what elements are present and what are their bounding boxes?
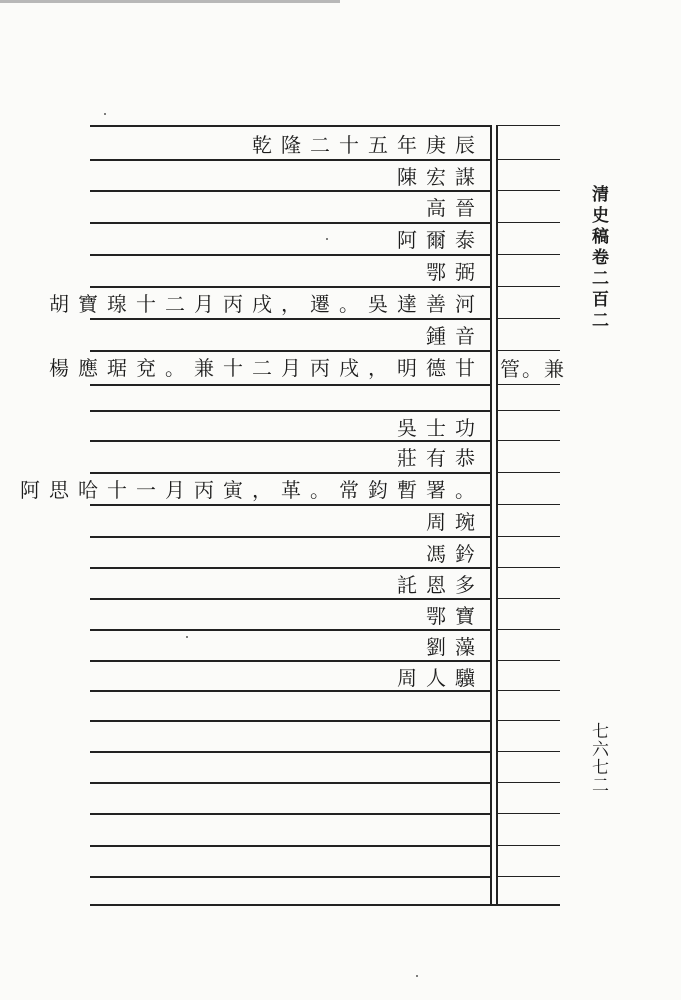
table-row: [90, 319, 492, 350]
row-rule: [90, 845, 492, 847]
row-text: 周琬: [426, 510, 484, 534]
row-rule-col2: [498, 845, 560, 846]
table-row: [90, 661, 492, 692]
row-text: 乾隆二十五年庚辰: [252, 133, 484, 157]
row-text: 楊應琚兗。兼十二月丙戌，明德甘: [49, 356, 484, 380]
row-rule: [90, 720, 492, 722]
row-rule-col2: [498, 254, 560, 255]
row-rule-col2: [498, 536, 560, 537]
row-text: 阿爾泰: [397, 228, 484, 252]
row-rule-col2: [498, 813, 560, 814]
second-column-cell: [500, 352, 566, 383]
row-text: 託恩多: [397, 573, 484, 597]
row-rule: [90, 782, 492, 784]
row-rule-col2: [498, 629, 560, 630]
table-row: [90, 599, 492, 630]
row-rule-col2: [498, 350, 560, 351]
row-rule-col2: [498, 125, 560, 126]
table-row: [90, 160, 492, 191]
row-rule: [90, 751, 492, 753]
row-rule: [90, 876, 492, 878]
row-rule-col2: [498, 660, 560, 661]
row-text: 陳宏謀: [397, 165, 484, 189]
table-row: [90, 411, 492, 442]
row-text: 馮鈐: [426, 542, 484, 566]
table-row: [90, 128, 492, 159]
row-rule-col2: [498, 286, 560, 287]
table-row: [90, 505, 492, 536]
column-rule: [496, 125, 498, 904]
row-rule-col2: [498, 159, 560, 160]
speck: [104, 113, 106, 115]
row-rule-col2: [498, 318, 560, 319]
row-rule-col2: [498, 598, 560, 599]
scan-edge-bar: [0, 0, 340, 3]
row-rule-col2: [498, 384, 560, 385]
speck: [416, 975, 418, 977]
table-row: [90, 223, 492, 254]
table-row: [49, 351, 492, 382]
row-text: 高晉: [426, 196, 484, 220]
speck: [326, 238, 328, 240]
row-text: 吳士功: [397, 416, 484, 440]
table-row: [90, 537, 492, 568]
row-rule-col2: [498, 410, 560, 411]
page-number: 七六七二: [588, 722, 608, 794]
row-rule-col2: [498, 751, 560, 752]
table-row: [90, 568, 492, 599]
row-rule-col2: [498, 472, 560, 473]
row-rule-col2: [498, 876, 560, 877]
row-text: 阿思哈十一月丙寅，革。常鈞暫署。: [20, 478, 484, 502]
row-rule-col2: [498, 222, 560, 223]
row-text: 周人驥: [397, 666, 484, 690]
row-rule-col2: [498, 567, 560, 568]
row-rule-col2: [498, 720, 560, 721]
row-rule: [90, 813, 492, 815]
row-rule-col2: [498, 190, 560, 191]
row-text: 鄂寶: [426, 604, 484, 628]
second-column-text: 管。兼: [500, 357, 566, 381]
row-rule-col2: [498, 504, 560, 505]
row-rule-col2: [498, 782, 560, 783]
row-rule-col2: [498, 690, 560, 691]
row-text: 莊有恭: [397, 446, 484, 470]
speck: [186, 636, 188, 638]
row-text: 鄂弼: [426, 260, 484, 284]
running-head: 清史稿卷二百二: [588, 185, 608, 332]
table-row: [90, 255, 492, 286]
table-row: [20, 473, 492, 504]
table-row: [49, 287, 492, 318]
row-text: 鍾音: [426, 324, 484, 348]
table-row: [90, 441, 492, 472]
table-row: [90, 630, 492, 661]
row-text: 劉藻: [426, 635, 484, 659]
row-rule-col2: [498, 440, 560, 441]
row-rule: [90, 904, 560, 906]
row-text: 胡寶瑔十二月丙戌，遷。吳達善河: [49, 292, 484, 316]
row-rule: [90, 125, 492, 127]
table-row: [90, 191, 492, 222]
